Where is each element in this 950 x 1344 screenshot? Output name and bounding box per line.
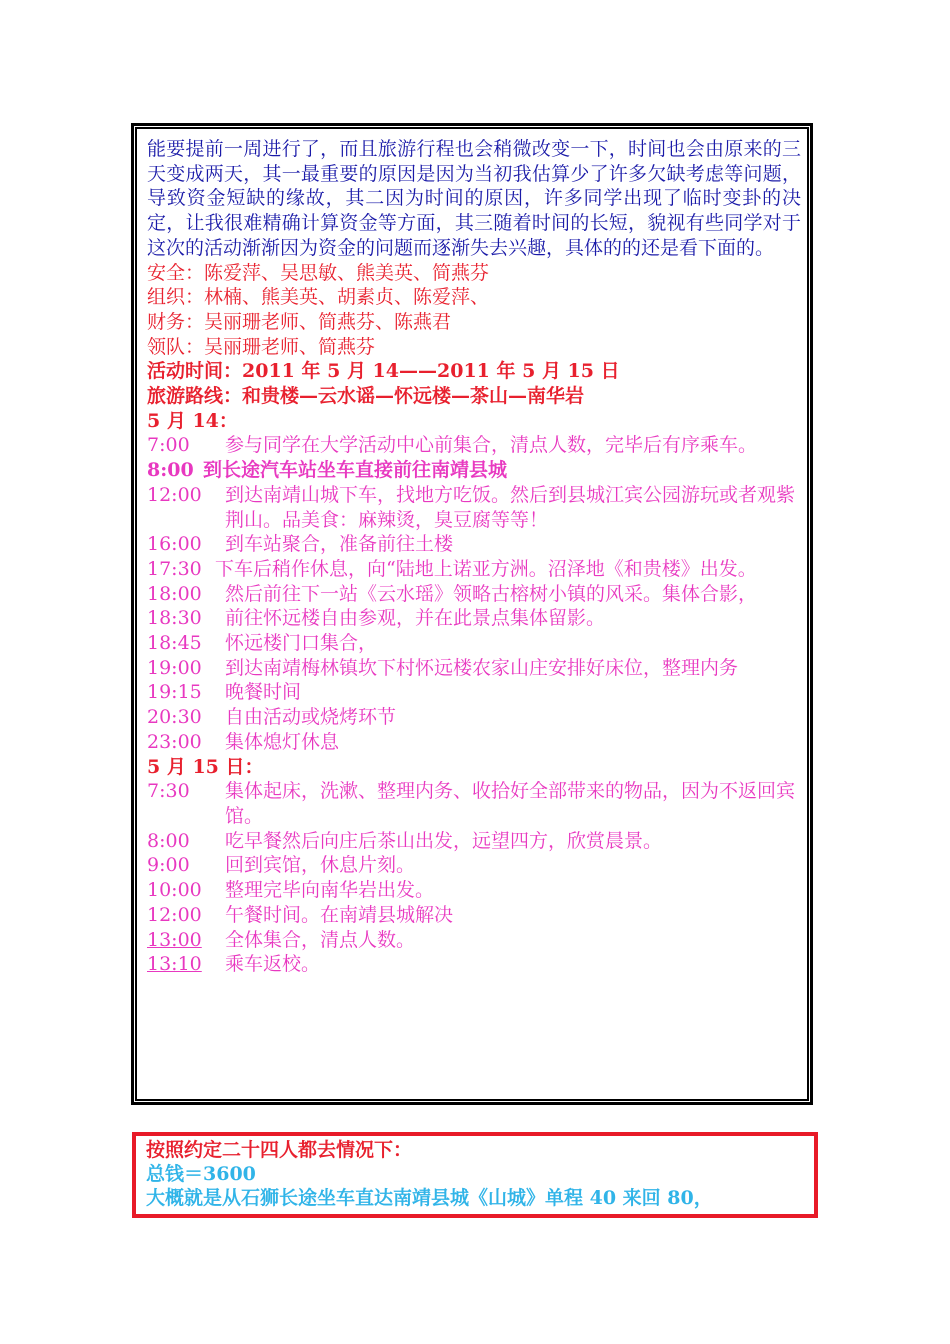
entry-time: 19:00	[147, 656, 202, 679]
schedule-entry	[147, 903, 801, 928]
schedule-entry	[147, 631, 801, 656]
schedule-entry	[147, 730, 801, 755]
schedule-entry	[147, 705, 801, 730]
entry-desc: 到长途汽车站坐车直接前往南靖县城	[203, 459, 508, 482]
entry-time: 18:00	[147, 582, 202, 605]
schedule-entry	[147, 532, 801, 557]
entry-time: 12:00	[147, 903, 202, 926]
entry-time: 8:00	[147, 829, 190, 852]
budget-transport: 大概就是从石狮长途坐车直达南靖县城《山城》单程 40 来回 80，	[146, 1187, 713, 1209]
role-organize: 组织：林楠、熊美英、胡素贞、陈爱萍、	[147, 286, 490, 309]
entry-time: 10:00	[147, 879, 202, 902]
entry-time: 23:00	[147, 730, 202, 753]
entry-time: 18:45	[147, 632, 202, 655]
entry-time: 8:00	[147, 459, 194, 482]
day1-heading: 5 月 14：	[147, 409, 238, 432]
itinerary-box	[132, 124, 812, 1104]
entry-time: 16:00	[147, 533, 202, 556]
budget-box	[132, 1132, 818, 1218]
activity-time: 活动时间：2011 年 5 月 14——2011 年 5 月 15 日	[147, 360, 620, 383]
entry-desc: 乘车返校。	[225, 953, 321, 976]
entry-desc: 吃早餐然后向庄后茶山出发，远望四方，欣赏晨景。	[225, 829, 663, 852]
schedule-entry	[147, 829, 801, 854]
budget-total: 总钱＝3600	[146, 1163, 256, 1185]
schedule-entry	[147, 483, 801, 532]
role-lead: 领队：吴丽珊老师、简燕芬	[147, 335, 376, 358]
schedule-entry	[147, 606, 801, 631]
intro-paragraph: 能要提前一周进行了，而且旅游行程也会稍微改变一下，时间也会由原来的三天变成两天，其一最重要的原因是因为当初我估算少了许多欠缺考虑等问题，导致资金短缺的缘故，其二因为时间的原因，许多同学出现了临时变卦的决定，让我很难精确计算资金等方面，其三随着时间的长短，貌视有些同学对于这次的活动渐渐因为资金的问题而逐渐失去兴趣，具体的的还是看下面的。	[147, 138, 801, 259]
entry-time: 12:00	[147, 483, 202, 506]
entry-desc: 参与同学在大学活动中心前集合，清点人数，完毕后有序乘车。	[225, 434, 758, 457]
entry-desc: 下车后稍作休息，向“陆地上诺亚方洲。沼泽地《和贵楼》出发。	[215, 557, 757, 580]
entry-time: 7:00	[147, 434, 190, 457]
entry-desc: 到达南靖梅林镇坎下村怀远楼农家山庄安排好床位，整理内务	[225, 656, 739, 679]
role-finance: 财务：吴丽珊老师、简燕芬、陈燕君	[147, 310, 452, 333]
entry-time: 13:00	[147, 928, 202, 951]
entry-desc: 前往怀远楼自由参观，并在此景点集体留影。	[225, 607, 606, 630]
entry-time: 20:30	[147, 706, 202, 729]
schedule-entry	[147, 779, 801, 828]
budget-line-1: 按照约定二十四人都去情况下：	[146, 1139, 413, 1161]
entry-time: 9:00	[147, 854, 190, 877]
schedule-entry	[147, 582, 801, 607]
schedule-entry	[147, 557, 801, 582]
entry-time: 19:15	[147, 681, 202, 704]
entry-desc: 晚餐时间	[225, 681, 302, 704]
schedule-entry	[147, 458, 801, 483]
entry-time: 13:10	[147, 953, 202, 976]
entry-time: 7:30	[147, 780, 190, 803]
schedule-entry	[147, 680, 801, 705]
entry-desc: 回到宾馆，休息片刻。	[225, 854, 416, 877]
schedule-entry	[147, 928, 801, 953]
entry-desc: 到达南靖山城下车，找地方吃饭。然后到县城江宾公园游玩或者观紫荆山。品美食：麻辣烫，臭豆腐等等！	[225, 483, 796, 531]
schedule-entry	[147, 656, 801, 681]
entry-desc: 自由活动或烧烤环节	[225, 706, 397, 729]
entry-time: 18:30	[147, 607, 202, 630]
entry-desc: 集体起床，洗漱、整理内务、收拾好全部带来的物品，因为不返回宾馆。	[225, 780, 796, 827]
entry-desc: 然后前往下一站《云水瑶》领略古榕树小镇的风采。集体合影，	[225, 582, 758, 605]
entry-desc: 全体集合，清点人数。	[225, 928, 416, 951]
entry-desc: 整理完毕向南华岩出发。	[225, 879, 435, 902]
schedule-entry	[147, 952, 801, 977]
entry-desc: 到车站聚合，准备前往土楼	[225, 533, 454, 556]
schedule-entry	[147, 433, 801, 458]
day2-heading: 5 月 15 日：	[147, 755, 264, 778]
entry-time: 17:30	[147, 557, 202, 580]
route: 旅游路线：和贵楼—云水谣—怀远楼—茶山—南华岩	[147, 385, 585, 408]
entry-desc: 集体熄灯休息	[225, 730, 340, 753]
role-safety: 安全：陈爱萍、吴思敏、熊美英、简燕芬	[147, 261, 490, 284]
entry-desc: 午餐时间。在南靖县城解决	[225, 903, 454, 926]
schedule-entry	[147, 853, 801, 878]
schedule-entry	[147, 878, 801, 903]
entry-desc: 怀远楼门口集合，	[225, 632, 378, 655]
